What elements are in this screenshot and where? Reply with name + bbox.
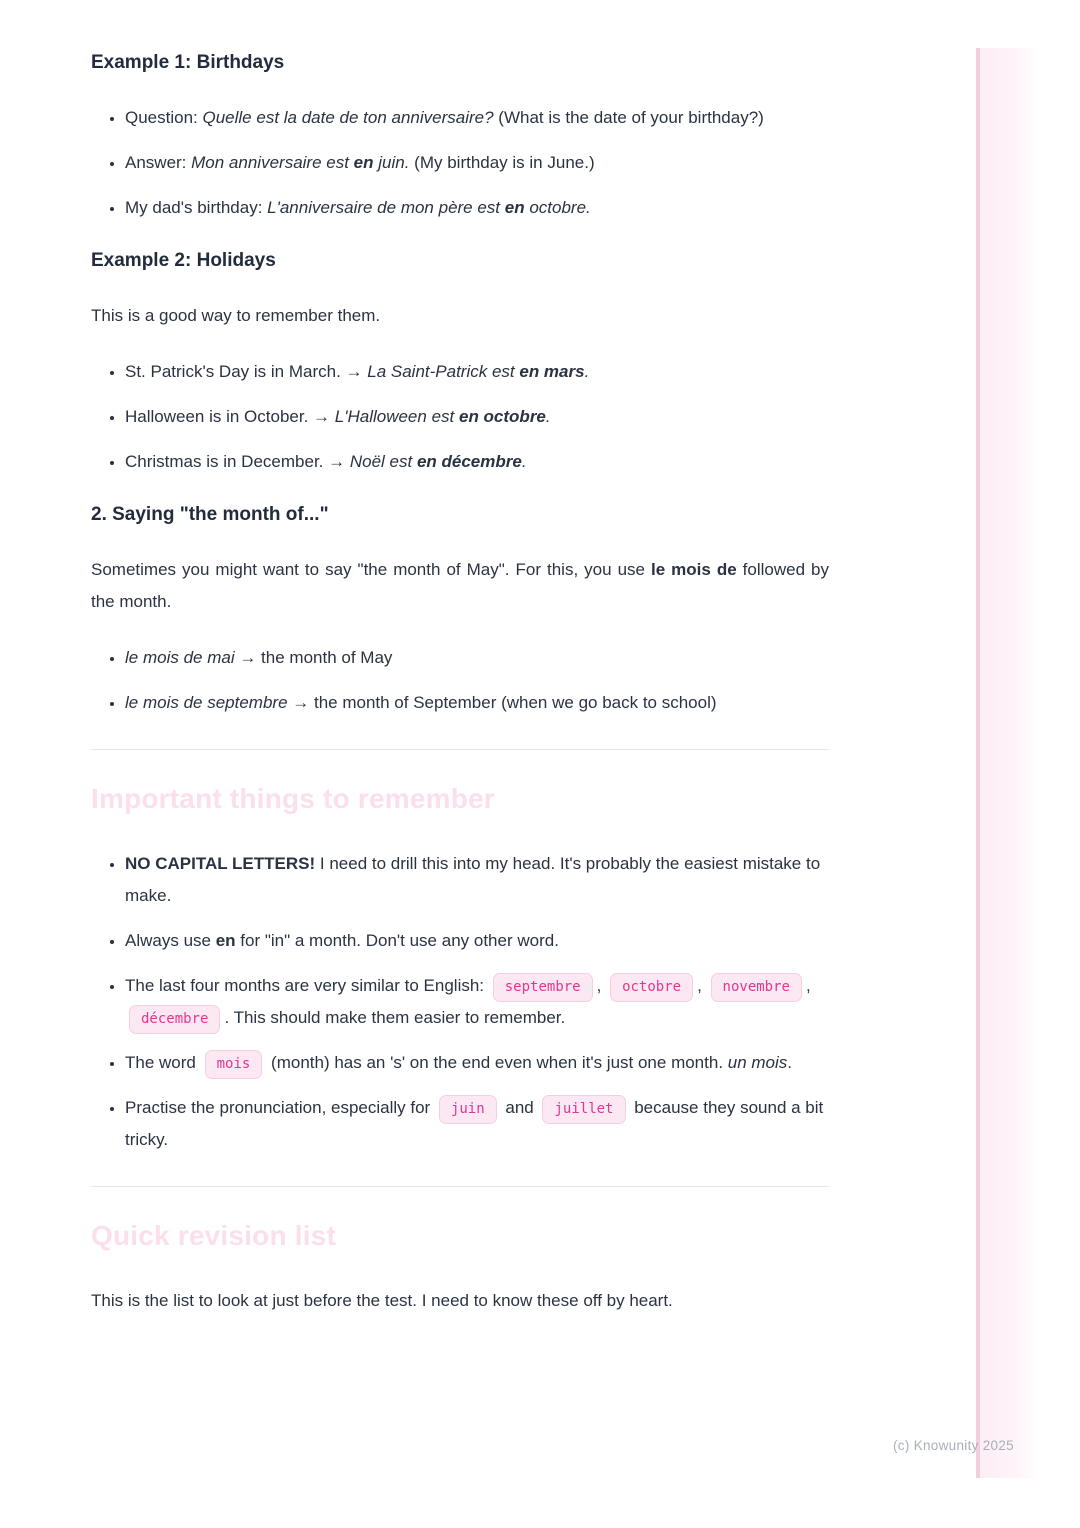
text-segment: , <box>697 976 707 995</box>
page-edge-accent <box>980 48 1036 1478</box>
text-segment: Question: <box>125 108 203 127</box>
list-item <box>125 687 829 719</box>
text-segment: octobre. <box>524 198 591 217</box>
text-segment: (month) has an 's' on the end even when it's just one month. <box>266 1053 728 1072</box>
text-segment: The word <box>125 1053 201 1072</box>
example2-intro: This is a good way to remember them. <box>91 306 381 325</box>
text-segment: L'anniversaire de mon père est <box>267 198 505 217</box>
text-segment: en mars <box>519 362 585 381</box>
text-segment: . <box>521 452 527 471</box>
code-badge: mois <box>205 1050 263 1079</box>
list-item <box>125 925 829 957</box>
example2-list <box>91 356 829 478</box>
list-item <box>125 970 829 1034</box>
heading-example2: Example 2: Holidays <box>91 250 276 271</box>
text-segment: Mon anniversaire est <box>191 153 354 172</box>
code-badge: octobre <box>610 973 693 1002</box>
divider <box>91 749 829 750</box>
text-segment: Practise the pronunciation, especially for <box>125 1098 435 1117</box>
text-segment: le mois de mai <box>125 648 235 667</box>
list-item <box>125 356 829 388</box>
saying-month-paragraph <box>91 554 829 618</box>
text-segment: because they sound a bit tricky. <box>125 1098 824 1149</box>
code-badge: juillet <box>542 1095 625 1124</box>
text-segment: My dad's birthday: <box>125 198 268 217</box>
text-segment: Christmas is in December. → <box>125 452 350 471</box>
list-item <box>125 401 829 433</box>
text-segment: followed by the month. <box>91 560 830 611</box>
text-segment: en <box>353 153 374 172</box>
text-segment: La Saint-Patrick est <box>367 362 520 381</box>
code-badge: septembre <box>493 973 593 1002</box>
text-segment: un mois <box>727 1053 788 1072</box>
text-segment: en octobre <box>458 407 546 426</box>
text-segment: . <box>787 1053 793 1072</box>
text-segment: , <box>596 976 607 995</box>
text-segment: (My birthday is in June.) <box>409 153 595 172</box>
text-segment: St. Patrick's Day is in March. → <box>125 362 368 381</box>
text-segment: NO CAPITAL LETTERS! <box>125 854 316 873</box>
quick-revision-intro: This is the list to look at just before the test. I need to know these off by heart. <box>91 1291 673 1310</box>
heading-saying-month-of: 2. Saying "the month of..." <box>91 504 329 525</box>
list-item <box>125 147 829 179</box>
text-segment: (What is the date of your birthday?) <box>493 108 764 127</box>
example1-list <box>91 102 829 224</box>
text-segment: . <box>545 407 551 426</box>
text-segment: . This should make them easier to remember. <box>224 1008 566 1027</box>
list-item <box>125 446 829 478</box>
text-segment: le mois de septembre <box>125 693 288 712</box>
copyright-note: (c) Knowunity 2025 <box>893 1438 1014 1453</box>
heading-example1: Example 1: Birthdays <box>91 52 285 73</box>
text-segment: Halloween is in October. → <box>125 407 335 426</box>
text-segment: The last four months are very similar to English: <box>125 976 489 995</box>
divider <box>91 1186 829 1187</box>
text-segment: for "in" a month. Don't use any other word. <box>235 931 559 950</box>
list-item <box>125 642 829 674</box>
text-segment: en décembre <box>416 452 522 471</box>
list-item <box>125 1092 829 1156</box>
code-badge: novembre <box>711 973 802 1002</box>
text-segment: , <box>805 976 811 995</box>
list-item <box>125 102 829 134</box>
text-segment: and <box>500 1098 539 1117</box>
text-segment: Noël est <box>349 452 417 471</box>
text-segment: . <box>584 362 590 381</box>
list-item <box>125 192 829 224</box>
text-segment: Quelle est la date de ton anniversaire? <box>202 108 494 127</box>
text-segment: → the month of September (when we go back to school) <box>287 693 717 712</box>
text-segment: le mois de <box>650 560 737 579</box>
text-segment: Always use <box>125 931 216 950</box>
text-segment: Sometimes you might want to say "the month of May". For this, you use <box>91 560 651 579</box>
text-segment: → the month of May <box>234 648 393 667</box>
text-segment: juin. <box>373 153 410 172</box>
heading-quick-revision: Quick revision list <box>91 1220 336 1251</box>
list-item <box>125 848 829 912</box>
heading-important-things: Important things to remember <box>91 783 495 814</box>
list-item <box>125 1047 829 1079</box>
document-content <box>91 50 829 1341</box>
code-badge: décembre <box>129 1005 220 1034</box>
important-list <box>91 848 829 1156</box>
text-segment: I need to drill this into my head. It's probably the easiest mistake to make. <box>125 854 821 905</box>
text-segment: Answer: <box>125 153 192 172</box>
text-segment: en <box>215 931 236 950</box>
month-of-list <box>91 642 829 719</box>
text-segment: L'Halloween est <box>334 407 459 426</box>
text-segment: en <box>504 198 525 217</box>
code-badge: juin <box>439 1095 497 1124</box>
